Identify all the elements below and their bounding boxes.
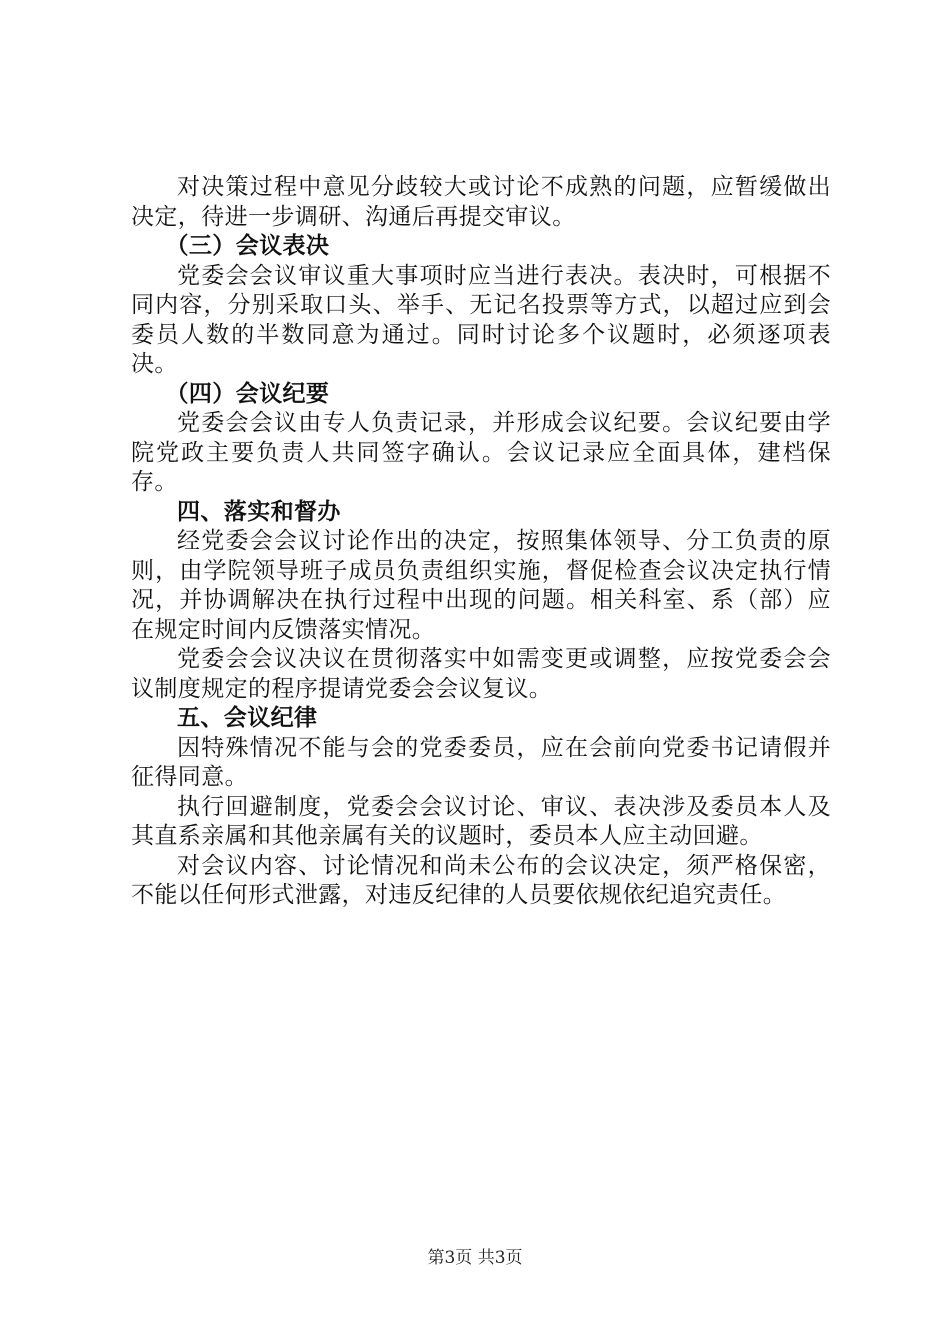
subheading-meeting-vote: （三）会议表决	[165, 233, 330, 259]
document-body	[131, 173, 831, 911]
paragraph-voting-rules: 党委会会议审议重大事项时应当进行表决。表决时，可根据不同内容，分别采取口头、举手、无记名投票等方式，以超过应到会委员人数的半数同意为通过。同时讨论多个议题时，必须逐项表决。	[131, 262, 831, 377]
paragraph-discipline-confidentiality: 对会议内容、讨论情况和尚未公布的会议决定，须严格保密，不能以任何形式泄露，对违反纪律的人员要依规依纪追究责任。	[131, 852, 831, 908]
paragraph-discipline-recusal: 执行回避制度，党委会会议讨论、审议、表决涉及委员本人及其直系亲属和其他亲属有关的议题时，委员本人应主动回避。	[131, 793, 831, 849]
page-number-footer: 第3页 共3页	[427, 1248, 523, 1268]
paragraph-minutes-rules: 党委会会议由专人负责记录，并形成会议纪要。会议纪要由学院党政主要负责人共同签字确认。会议记录应全面具体，建档保存。	[131, 410, 831, 495]
paragraph-implementation-2: 党委会会议决议在贯彻落实中如需变更或调整，应按党委会会议制度规定的程序提请党委会会议复议。	[131, 646, 831, 702]
paragraph-implementation-1: 经党委会会议讨论作出的决定，按照集体领导、分工负责的原则，由学院领导班子成员负责组织实施，督促检查会议决定执行情况，并协调解决在执行过程中出现的问题。相关科室、系（部）应在规定时间内反馈落实情况。	[131, 528, 831, 643]
heading-implementation: 四、落实和督办	[177, 498, 341, 525]
heading-meeting-discipline: 五、会议纪律	[177, 705, 318, 731]
paragraph-deferral: 对决策过程中意见分歧较大或讨论不成熟的问题，应暂缓做出决定，待进一步调研、沟通后再提交审议。	[131, 174, 831, 230]
paragraph-discipline-leave: 因特殊情况不能与会的党委委员，应在会前向党委书记请假并征得同意。	[131, 734, 831, 790]
subheading-meeting-minutes: （四）会议纪要	[165, 380, 330, 407]
